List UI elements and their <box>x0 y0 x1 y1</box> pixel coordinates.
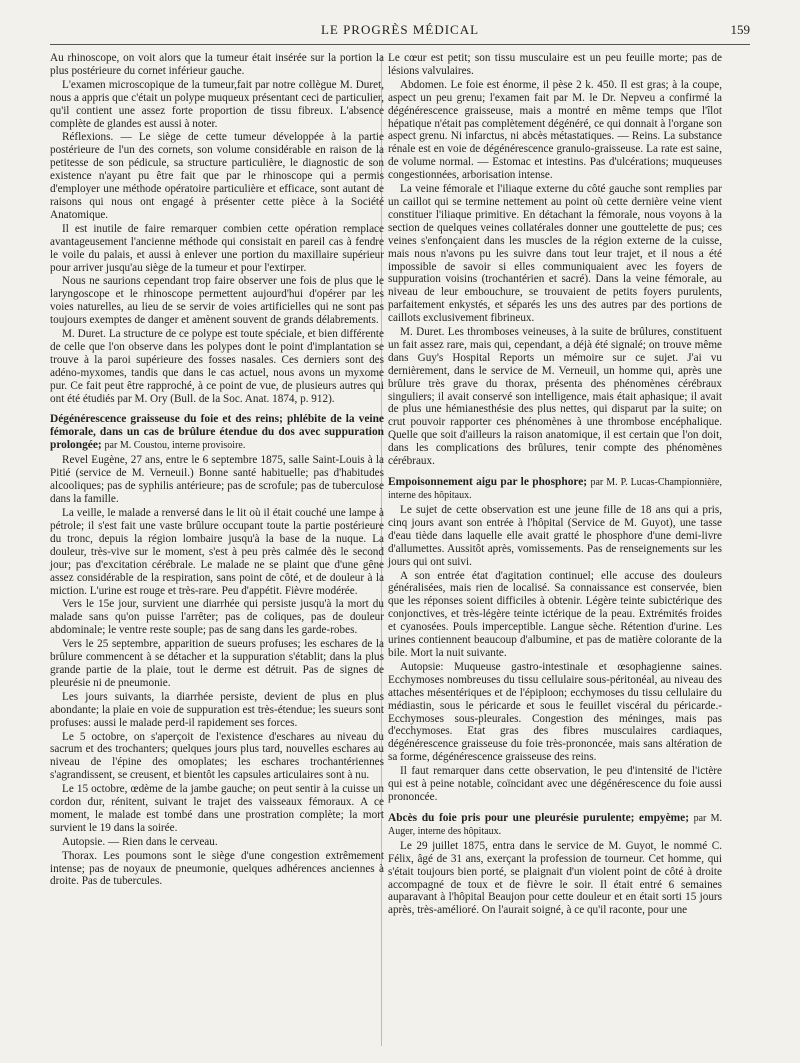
journal-title: LE PROGRÈS MÉDICAL <box>320 22 480 37</box>
paragraph: Le sujet de cette observation est une jeune fille de 18 ans qui a pris, cinq jours avant son entrée à l'hôpital (Service de M. Guyot), une tasse d'eau tiède dans laquelle elle avait gratté le phosphore d'une demi-livre d'allumettes. Aussitôt après, vomissements. Pas de renseignements sur les jours qui ont suivi. <box>388 504 722 568</box>
paragraph: Le cœur est petit; son tissu musculaire est un peu feuille morte; pas de lésions valvulaires. <box>388 52 722 77</box>
paragraph: Au rhinoscope, on voit alors que la tumeur était insérée sur la portion la plus postérieure du cornet inférieur gauche. <box>50 52 384 77</box>
paragraph: Vers le 25 septembre, apparition de sueurs profuses; les eschares de la brûlure commencent à se détacher et la suppuration s'établit; dans la plus grande partie de la plaie, tout le derme est détruit. Pas de signes de pleurésie ni de pneumonie. <box>50 638 384 689</box>
paragraph: Réflexions. — Le siège de cette tumeur développée à la partie postérieure de l'un des cornets, son volume considérable en raison de la petitesse de son pédicule, sa structure particulière, le diagnostic de son existence n'ayant pu être fait que par le rhinoscope qui a permis d'employer une méthode opératoire particulière et efficace, sont autant de raisons qui nous ont engagé à présenter cette pièce à la Société Anatomique. <box>50 131 384 221</box>
section-title: Dégénérescence graisseuse du foie et des reins; phlébite de la veine fémorale, dans un cas de brûlure étendue du dos avec suppuration prolongée; <box>50 413 384 452</box>
section-author: par M. P. Lucas-Championnière, interne des hôpitaux. <box>388 477 722 501</box>
paragraph: A son entrée état d'agitation continuel; elle accuse des douleurs généralisées, mais rien de localisé. Sa connaissance est conservée, bien que les réponses soient difficiles à obtenir. Légère teinte subictérique des conjonctives, et très-légère teinte ictérique de la peau. Extrémités froides et cyanosées. Pouls imperceptible. Langue sèche. Rétention d'urine. Les urines contiennent beaucoup d'albumine, et pas de matière colorante de la bile. Mort la nuit suivante. <box>388 569 722 659</box>
section-heading <box>388 812 722 838</box>
section-heading <box>50 413 384 452</box>
paragraph: Thorax. Les poumons sont le siège d'une congestion extrêmement intense; pas de noyaux de pneumonie, quelques adhérences anciennes à droite. Pas de tubercules. <box>50 849 384 888</box>
right-column <box>388 52 722 918</box>
section-author: par M. Coustou, interne provisoire. <box>104 440 246 452</box>
paragraph: Il est inutile de faire remarquer combien cette opération remplace avantageusement l'ancienne méthode qui consistait en pareil cas à fendre le voile du palais, et aussi à enlever une portion du maxillaire supérieur pour arriver jusqu'au siège de la tumeur et pour l'extirper. <box>50 222 384 274</box>
page-number: 159 <box>730 22 750 37</box>
left-column <box>50 52 384 889</box>
paragraph: L'examen microscopique de la tumeur,fait par notre collègue M. Duret, nous a appris que c'était un polype muqueux présentant ceci de particulier, qu'il contient une assez forte proportion de tissu fibreux. L'absence complète de glandes est aussi à noter. <box>50 78 384 130</box>
section-heading <box>388 476 722 502</box>
paragraph: Le 5 octobre, on s'aperçoit de l'existence d'eschares au niveau du sacrum et des trochanters; quelques jours plus tard, nouvelles eschares au niveau de l'épine des omoplates; les eschares trochantériennes s'agrandissent, se creusent, et bientôt les capsules articulaires sont à nu. <box>50 730 384 782</box>
paragraph: Nous ne saurions cependant trop faire observer une fois de plus que le laryngoscope et le rhinoscope permettent aujourd'hui d'opérer par les voies naturelles, au lieu de se servir de voies artificielles qui ne sont pas toujours exemptes de danger et amènent souvent de grands délabrements. <box>50 275 384 327</box>
paragraph: Autopsie: Muqueuse gastro-intestinale et œsophagienne saines. Ecchymoses nombreuses du tissu cellulaire sous-péritonéal, au niveau des attaches mésentériques et de l'épiploon; ecchymoses du tissu cellulaire du médiastin, sous le péricarde et sous le feuillet viscéral du péricarde.-Ecchymoses sous-pleurales. Congestion des méninges, mais pas d'ecchymoses. Etat gras des fibres musculaires cardiaques, dégénérescence graisseuse du foie très-prononcée, mais sans altération de sa forme, dégénérescence graisseuse des reins. <box>388 660 722 764</box>
paragraph: Revel Eugène, 27 ans, entre le 6 septembre 1875, salle Saint-Louis à la Pitié (service de M. Verneuil.) Bonne santé habituelle; pas d'habitudes alcooliques; pas de syphilis antérieure; pas de scrofule; pas de tuberculose dans la famille. <box>50 454 384 506</box>
paragraph: Il faut remarquer dans cette observation, le peu d'intensité de l'ictère qui est à peine notable, coïncidant avec une dégénérescence du foie aussi prononcée. <box>388 765 722 803</box>
paragraph: Les jours suivants, la diarrhée persiste, devient de plus en plus abondante; la plaie en voie de suppuration est très-étendue; les sueurs sont profuses: aussi le malade perd-il rapidement ses forces. <box>50 690 384 729</box>
paragraph: M. Duret. La structure de ce polype est toute spéciale, et bien différente de celle que l'on observe dans les polypes dont le point d'implantation se trouve à la paroi supérieure des fosses nasales. Ces derniers sont des adéno-myxomes, tandis que dans le cas actuel, nous avons un myxome pur. Ce fait peut être rapproché, à ce point de vue, de plusieurs autres qui ont été étudiés par M. Ory (Bull. de la Soc. Anat. 1874, p. 912). <box>50 328 384 405</box>
running-header <box>50 22 750 45</box>
section-title: Empoisonnement aigu par le phosphore; <box>388 476 588 488</box>
paragraph: Autopsie. — Rien dans le cerveau. <box>62 835 218 848</box>
section-author: par M. Auger, interne des hôpitaux. <box>388 812 722 837</box>
paragraph: La veine fémorale et l'iliaque externe du côté gauche sont remplies par un caillot qui se termine nettement au point où cette dernière veine vient constituer l'iliaque primitive. En détachant la fémorale, nous voyons à la section de quelques veines collatérales donner une gouttelette de pus; ces veines s'enfonçaient dans les muscles de la région externe de la cuisse, mais nous n'avons pu les suivre dans tout leur trajet, et il nous a été impossible de savoir si elles communiquaient avec les foyers de suppuration voisins (trochantérien et sacré). Dans la veine fémorale, au niveau de leur embouchure, se trouvaient de petits foyers purulents, parfaitement enkystés, et séparés les uns des autres par des portions de caillots exclusivement fibrineux. <box>388 183 722 325</box>
section-title: Abcès du foie pris pour une pleurésie purulente; empyème; <box>388 811 689 824</box>
paragraph: Le 15 octobre, œdème de la jambe gauche; on peut sentir à la cuisse un cordon dur, rénitent, suivant le trajet des vaisseaux fémoraux. A ce moment, le malade est tombé dans une prostration complète; la mort survient le 19 dans la soirée. <box>50 783 384 834</box>
paragraph: M. Duret. Les thromboses veineuses, à la suite de brûlures, constituent un fait assez rare, mais qui, cependant, a déjà été signalé; on trouve même dans Guy's Hospital Reports un mémoire sur ce sujet. J'ai vu dernièrement, dans le service de M. Verneuil, un homme qui, après une brûlure très grave du thorax, présenta des phénomènes cérébraux singuliers; il avait conservé son intelligence, mais était aphasique; il avait de plus une hémianesthésie des plus nettes, qui disparut par la suite; on crut pouvoir rapporter ces phénomènes à une thrombose encéphalique. Quelle que soit d'ailleurs la raison anatomique, il est certain que l'on doit, dans les complications des brûlures, tenir compte des phénomènes cérébraux. <box>388 326 722 468</box>
paragraph: Vers le 15e jour, survient une diarrhée qui persiste jusqu'à la mort du malade sans qu'on puisse l'arrêter; pas de coliques, pas de douleur abdominale; le ventre reste souple; pas de sang dans les garde-robes. <box>50 598 384 637</box>
paragraph: Abdomen. Le foie est énorme, il pèse 2 k. 450. Il est gras; à la coupe, aspect un peu grenu; l'examen fait par M. le Dr. Nepveu a confirmé la dégénérescence graisseuse, mais a montré en même temps que l'îlot hépatique n'était pas complètement dégénéré, ce qui donnait à l'organe son aspect grenu. Ni infarctus, ni abcès métastatiques. — Reins. La substance rénale est en voie de dégénérescence granulo-graisseuse. La rate est saine, de volume normal. — Estomac et intestins. Pas d'ulcérations; muqueuses congestionnées, arborisation intense. <box>388 78 722 182</box>
paragraph: Le 29 juillet 1875, entra dans le service de M. Guyot, le nommé C. Félix, âgé de 31 ans, exerçant la profession de tourneur. Cet homme, qui s'était toujours bien porté, se plaignait d'un violent point de côté à droite accompagné de toux et de fièvre le soir. Il était entré 6 semaines auparavant à l'hôpital Beaujon pour cette douleur et en était sorti 15 jours après, très-amélioré. On l'aurait soigné, à ce qu'il raconte, pour une <box>388 839 722 917</box>
paragraph: La veille, le malade a renversé dans le lit où il était couché une lampe à pétrole; il s'est fait une vaste brûlure occupant toute la partie postérieure du tronc, depuis la région lombaire jusqu'à la base de la nuque. La douleur, très-vive sur le moment, s'est à peu près calmée dès le second jour; pas d'excitation cérébrale. Le malade ne se plaint que d'une gêne assez considérable de la respiration, sans point de côté, et de douleur à la miction. L'urine est rouge et très-rare. Peu d'appétit. Fièvre modérée. <box>50 507 384 597</box>
